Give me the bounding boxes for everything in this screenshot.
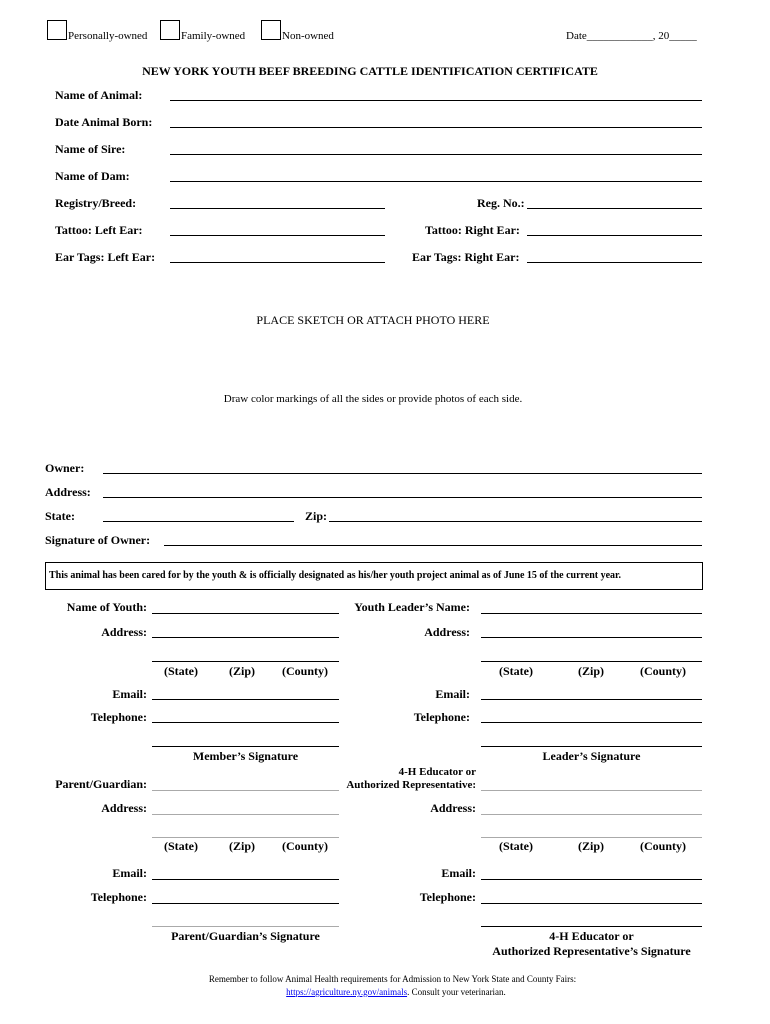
registry-breed-field[interactable]	[170, 208, 385, 209]
sketch-instruction: Draw color markings of all the sides or provide photos of each side.	[223, 393, 523, 405]
name-of-youth-label: Name of Youth:	[66, 600, 147, 614]
educator-signature-label-line1: 4-H Educator or	[549, 929, 634, 943]
owner-label: Owner:	[45, 461, 85, 475]
sketch-heading: PLACE SKETCH OR ATTACH PHOTO HERE	[256, 313, 490, 327]
owner-field[interactable]	[103, 473, 702, 474]
educator-email-field[interactable]	[481, 879, 702, 880]
educator-county-label: (County)	[640, 839, 687, 853]
youth-telephone-label: Telephone:	[90, 710, 147, 724]
parent-signature-field[interactable]	[152, 926, 339, 927]
tattoo-right-label: Tattoo: Right Ear:	[425, 223, 520, 237]
ear-tags-left-field[interactable]	[170, 262, 385, 263]
owner-zip-field[interactable]	[329, 521, 702, 522]
parent-guardian-field[interactable]	[152, 790, 339, 791]
reg-no-label: Reg. No.:	[477, 196, 525, 210]
parent-email-label: Email:	[112, 866, 147, 880]
educator-email-label: Email:	[441, 866, 476, 880]
footer-line2	[0, 987, 770, 997]
educator-label-line2: Authorized Representative:	[346, 779, 476, 791]
leader-address-field[interactable]	[481, 637, 702, 638]
owner-address-field[interactable]	[103, 497, 702, 498]
tattoo-left-field[interactable]	[170, 235, 385, 236]
name-of-animal-label: Name of Animal:	[55, 88, 143, 102]
parent-state-label: (State)	[164, 839, 198, 853]
parent-email-field[interactable]	[152, 879, 339, 880]
youth-email-field[interactable]	[152, 699, 339, 700]
certificate-title: NEW YORK YOUTH BEEF BREEDING CATTLE IDENTIFICATION CERTIFICATE	[142, 64, 598, 78]
youth-address-label: Address:	[101, 625, 147, 639]
owner-state-label: State:	[45, 509, 75, 523]
youth-zip-label: (Zip)	[229, 664, 256, 678]
leader-state-label: (State)	[499, 664, 533, 678]
tattoo-left-label: Tattoo: Left Ear:	[55, 223, 143, 237]
date-born-label: Date Animal Born:	[55, 115, 153, 129]
parent-address-field-2[interactable]	[152, 837, 339, 838]
parent-county-label: (County)	[282, 839, 329, 853]
name-of-animal-field[interactable]	[170, 100, 702, 101]
owner-state-field[interactable]	[103, 521, 294, 522]
date-born-field[interactable]	[170, 127, 702, 128]
owner-signature-field[interactable]	[164, 545, 702, 546]
educator-zip-label: (Zip)	[578, 839, 605, 853]
personally-owned-checkbox[interactable]	[47, 20, 67, 40]
educator-address-label: Address:	[430, 801, 476, 815]
leader-signature-label: Leader’s Signature	[542, 749, 641, 763]
educator-label-line1: 4-H Educator or	[398, 766, 476, 778]
youth-leader-name-field[interactable]	[481, 613, 702, 614]
footer-consult-text: . Consult your veterinarian.	[407, 987, 506, 997]
registry-breed-label: Registry/Breed:	[55, 196, 137, 210]
name-of-dam-field[interactable]	[170, 181, 702, 182]
parent-address-label: Address:	[101, 801, 147, 815]
parent-address-field[interactable]	[152, 814, 339, 815]
parent-telephone-field[interactable]	[152, 903, 339, 904]
tattoo-right-field[interactable]	[527, 235, 702, 236]
ear-tags-right-field[interactable]	[527, 262, 702, 263]
name-of-youth-field[interactable]	[152, 613, 339, 614]
educator-address-field[interactable]	[481, 814, 702, 815]
parent-signature-label: Parent/Guardian’s Signature	[171, 929, 320, 943]
owner-signature-label: Signature of Owner:	[45, 533, 151, 547]
ear-tags-right-label: Ear Tags: Right Ear:	[412, 250, 520, 264]
educator-state-label: (State)	[499, 839, 533, 853]
leader-telephone-label: Telephone:	[413, 710, 470, 724]
youth-address-field[interactable]	[152, 637, 339, 638]
youth-email-label: Email:	[112, 687, 147, 701]
youth-leader-name-label: Youth Leader’s Name:	[354, 600, 470, 614]
leader-telephone-field[interactable]	[481, 722, 702, 723]
youth-telephone-field[interactable]	[152, 722, 339, 723]
parent-telephone-label: Telephone:	[90, 890, 147, 904]
leader-address-field-2[interactable]	[481, 661, 702, 662]
youth-address-field-2[interactable]	[152, 661, 339, 662]
name-of-dam-label: Name of Dam:	[55, 169, 130, 183]
member-signature-label: Member’s Signature	[192, 749, 299, 763]
non-owned-label: Non-owned	[282, 30, 334, 42]
member-signature-field[interactable]	[152, 746, 339, 747]
family-owned-checkbox[interactable]	[160, 20, 180, 40]
educator-telephone-field[interactable]	[481, 903, 702, 904]
parent-guardian-label: Parent/Guardian:	[55, 777, 147, 791]
educator-signature-label-line2: Authorized Representative’s Signature	[492, 944, 691, 958]
leader-address-label: Address:	[424, 625, 470, 639]
educator-signature-field[interactable]	[481, 926, 702, 927]
non-owned-checkbox[interactable]	[261, 20, 281, 40]
designation-notice-box	[45, 562, 703, 590]
leader-email-label: Email:	[435, 687, 470, 701]
reg-no-field[interactable]	[527, 208, 702, 209]
parent-zip-label: (Zip)	[229, 839, 256, 853]
family-owned-label: Family-owned	[181, 30, 246, 42]
leader-zip-label: (Zip)	[578, 664, 605, 678]
educator-address-field-2[interactable]	[481, 837, 702, 838]
youth-state-label: (State)	[164, 664, 198, 678]
personally-owned-label: Personally-owned	[68, 30, 148, 42]
date-field[interactable]: Date____________, 20_____	[566, 30, 697, 42]
educator-telephone-label: Telephone:	[419, 890, 476, 904]
footer-line1: Remember to follow Animal Health requirements for Admission to New York State and County Fairs:	[208, 974, 577, 984]
name-of-sire-field[interactable]	[170, 154, 702, 155]
ear-tags-left-label: Ear Tags: Left Ear:	[55, 250, 156, 264]
agriculture-link[interactable]: https://agriculture.ny.gov/animals	[286, 987, 408, 997]
youth-county-label: (County)	[282, 664, 329, 678]
designation-notice-text: This animal has been cared for by the youth & is officially designated as his/her youth project animal as of June 15 of the current year.	[49, 570, 622, 581]
leader-email-field[interactable]	[481, 699, 702, 700]
owner-address-label: Address:	[45, 485, 91, 499]
name-of-sire-label: Name of Sire:	[55, 142, 126, 156]
owner-zip-label: Zip:	[305, 509, 328, 523]
leader-signature-field[interactable]	[481, 746, 702, 747]
leader-county-label: (County)	[640, 664, 687, 678]
educator-field[interactable]	[481, 790, 702, 791]
